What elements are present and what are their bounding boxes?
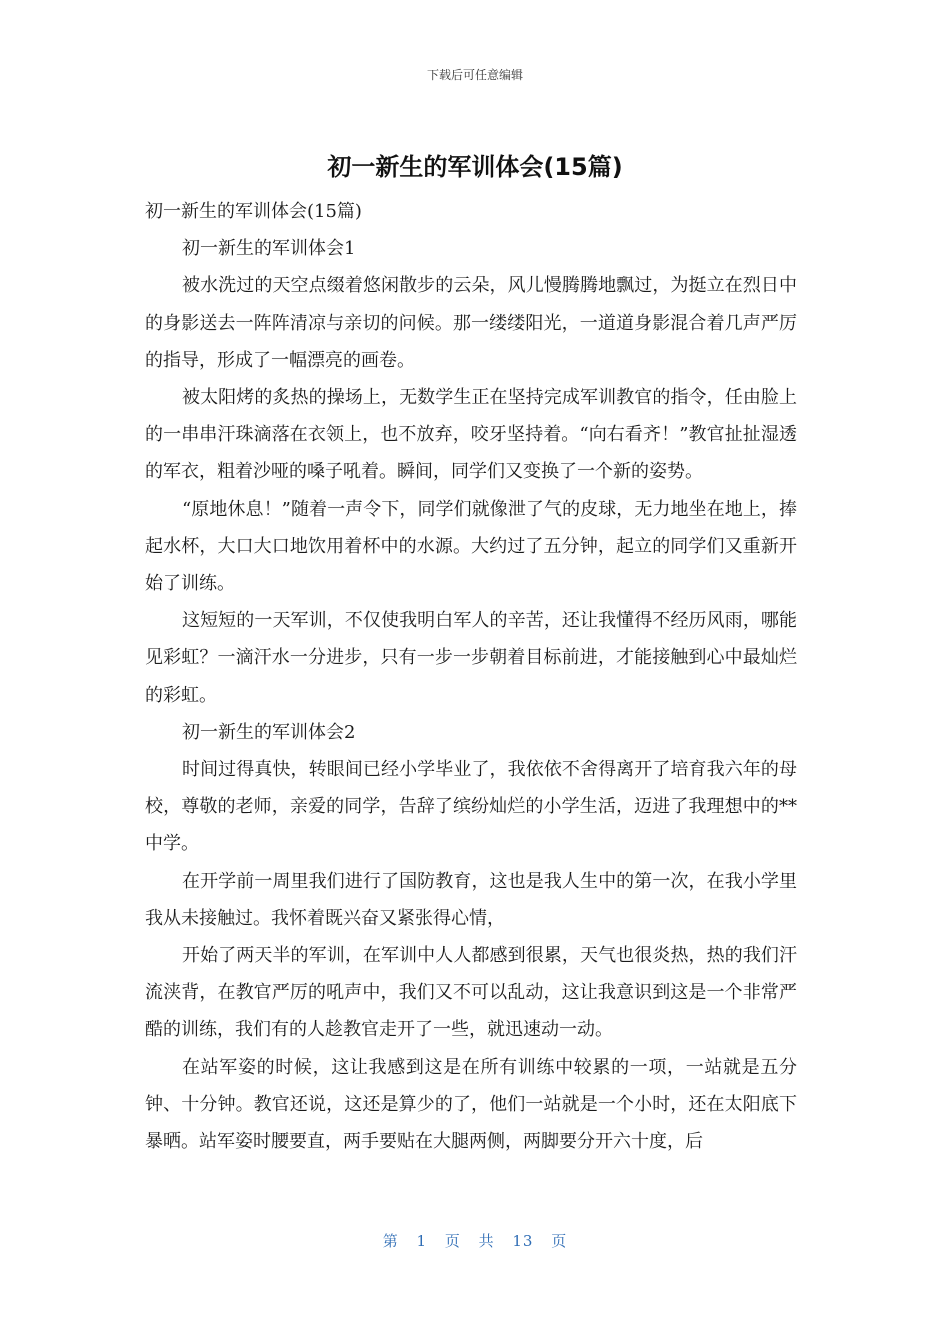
paragraph: 初一新生的军训体会(15篇) xyxy=(145,201,362,222)
section-heading: 初一新生的军训体会1 xyxy=(182,238,356,260)
paragraph: 开始了两天半的军训，在军训中人人都感到很累，天气也很炎热，热的我们汗流浃背，在教官严厉的吼声中，我们又不可以乱动，这让我意识到这是一个非常严酷的训练，我们有的人趁教官走开了一些，就迅速动一动。 xyxy=(145,945,797,1041)
paragraph: 这短短的一天军训，不仅使我明白军人的辛苦，还让我懂得不经历风雨，哪能见彩虹？一滴汗水一分进步，只有一步一步朝着目标前进，才能接触到心中最灿烂的彩虹。 xyxy=(145,610,797,706)
paragraph: 在站军姿的时候，这让我感到这是在所有训练中较累的一项，一站就是五分钟、十分钟。教官还说，这还是算少的了，他们一站就是一个小时，还在太阳底下暴晒。站军姿时腰要直，两手要贴在大腿两侧，两脚要分开六十度，后 xyxy=(145,1056,797,1153)
paragraph: 被太阳烤的炙热的操场上，无数学生正在坚持完成军训教官的指令，任由脸上的一串串汗珠滴落在衣领上，也不放弃，咬牙坚持着。“向右看齐！”教官扯扯湿透的军衣，粗着沙哑的嗓子吼着。瞬间，同学们又变换了一个新的姿势。 xyxy=(145,387,797,483)
page-footer: 第 1 页 共 13 页 xyxy=(382,1232,568,1250)
paragraph: “原地休息！”随着一声令下，同学们就像泄了气的皮球，无力地坐在地上，捧起水杯，大口大口地饮用着杯中的水源。大约过了五分钟，起立的同学们又重新开始了训练。 xyxy=(145,498,797,595)
document-title: 初一新生的军训体会(15篇) xyxy=(327,153,623,181)
section-heading: 初一新生的军训体会2 xyxy=(182,721,356,743)
paragraph: 被水洗过的天空点缀着悠闲散步的云朵，风儿慢腾腾地飘过，为挺立在烈日中的身影送去一阵阵清凉与亲切的问候。那一缕缕阳光，一道道身影混合着几声严厉的指导，形成了一幅漂亮的画卷。 xyxy=(145,275,797,371)
page-header: 下载后可任意编辑 xyxy=(426,68,523,82)
document-body xyxy=(145,193,797,1160)
paragraph: 时间过得真快，转眼间已经小学毕业了，我依依不舍得离开了培育我六年的母校，尊敬的老师，亲爱的同学，告辞了缤纷灿烂的小学生活，迈进了我理想中的**中学。 xyxy=(145,759,797,855)
paragraph: 在开学前一周里我们进行了国防教育，这也是我人生中的第一次，在我小学里我从未接触过。我怀着既兴奋又紧张得心情， xyxy=(145,870,797,929)
